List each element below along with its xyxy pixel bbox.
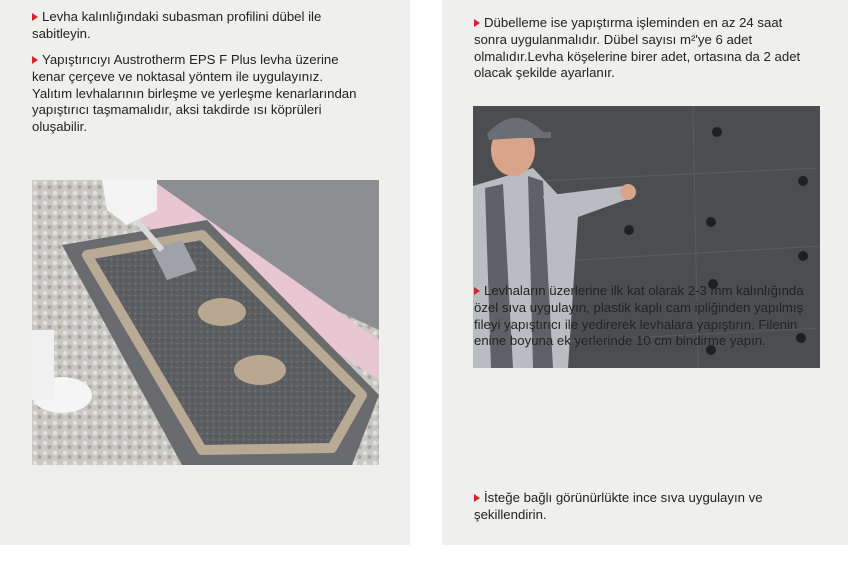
bullet-icon: [474, 19, 480, 27]
bullet-icon: [32, 13, 38, 21]
bullet-icon: [474, 494, 480, 502]
right-paragraph-3: İsteğe bağlı görünürlükte ince sıva uygulayın ve şekillendirin.: [474, 490, 763, 522]
right-paragraph-1: Dübelleme ise yapıştırma işleminden en az 24 saat sonra uygulanmalıdır. Dübel sayısı m²'ye 6 adet olmalıdır.Levha köşelerine birer adet, ortasına da 2 adet olacak şekilde ayarlanır.: [474, 15, 801, 81]
adhesive-on-eps-board-photo: [32, 180, 379, 465]
left-panel: [0, 0, 410, 545]
bullet-icon: [474, 287, 480, 295]
right-panel: [442, 0, 848, 545]
bullet-icon: [32, 56, 38, 64]
right-paragraph-2: Levhaların üzerlerine ilk kat olarak 2-3 mm kalınlığında özel sıva uygulayın, plastik kaplı cam ipliğinden yapılmış fileyi yapıştırıcı ile yedirerek levhalara yapıştırın. Filenin enine boyuna ek yerlerinde 10 cm bindirme yapın.: [474, 283, 804, 349]
left-paragraph-2: Yapıştırıcıyı Austrotherm EPS F Plus levha üzerine kenar çerçeve ve noktasal yöntem ile uygulayınız. Yalıtım levhalarının birleşme ve yerleşme kenarlarından yapıştırıcı taşmamalıdır, aksi takdirde ısı köprüleri oluşabilir.: [32, 52, 357, 135]
left-paragraph-1: Levha kalınlığındaki subasman profilini dübel ile sabitleyin.: [32, 9, 322, 41]
